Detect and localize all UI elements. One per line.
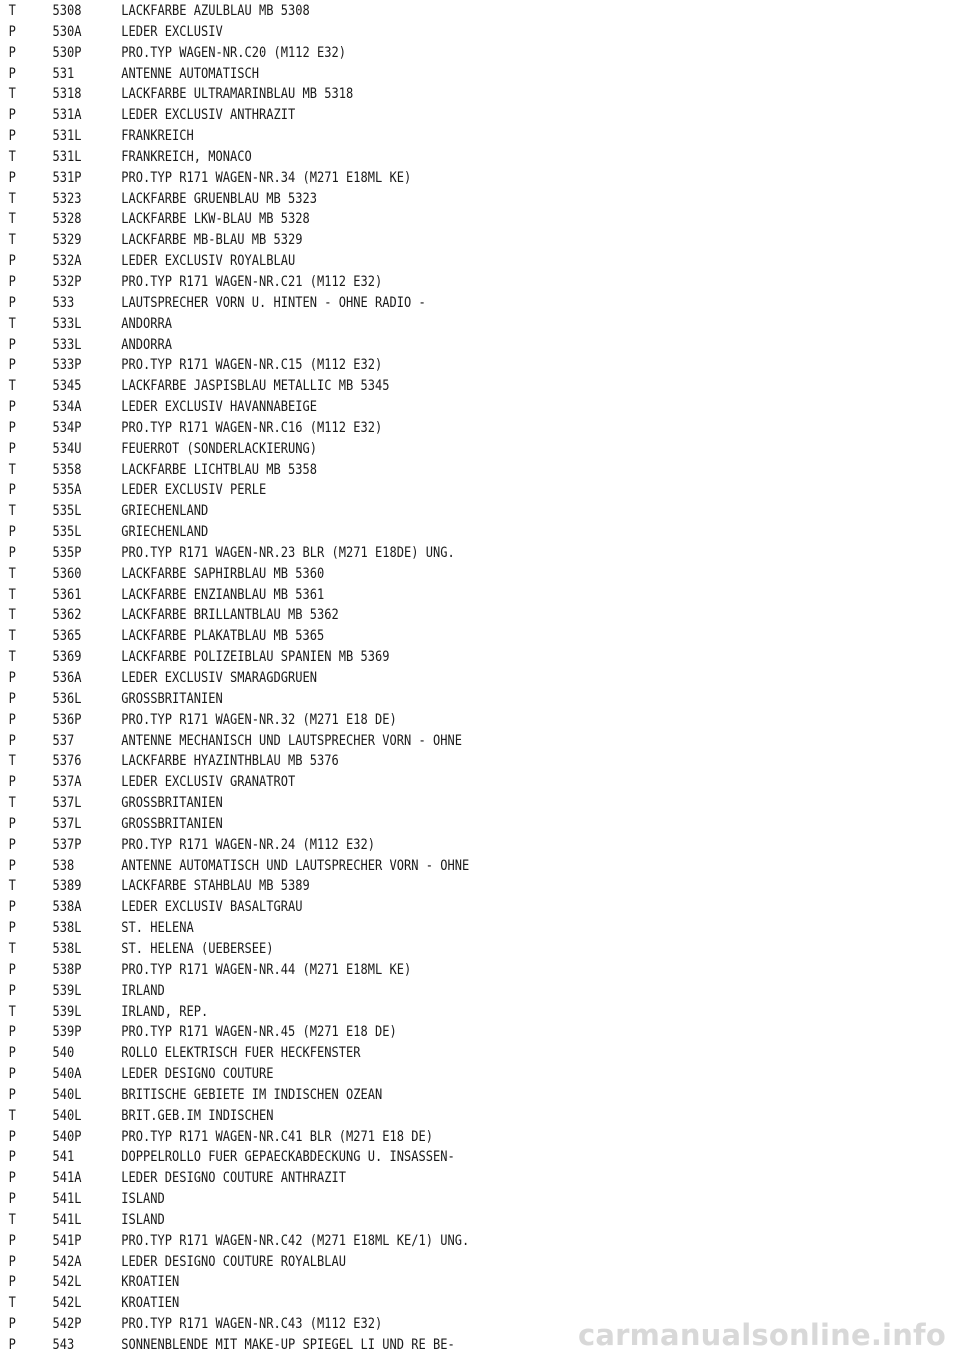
row-type-letter: T: [8, 86, 16, 103]
option-code: 536P: [52, 711, 82, 728]
listing-row: [0, 1272, 826, 1293]
listing-row: [0, 647, 826, 668]
listing-row: [0, 376, 826, 397]
option-description: ISLAND: [121, 1191, 165, 1208]
option-code: 541: [52, 1149, 75, 1166]
listing-row: [0, 293, 826, 314]
listing-row: [0, 522, 826, 543]
option-code: 5318: [52, 86, 82, 103]
listing-row: [0, 43, 826, 64]
row-type-letter: P: [8, 961, 16, 978]
option-code: 541A: [52, 1170, 82, 1187]
option-description: ANTENNE AUTOMATISCH: [121, 65, 259, 82]
listing-row: [0, 1189, 826, 1210]
listing-row: [0, 710, 826, 731]
option-code: 535P: [52, 544, 82, 561]
listing-row: [0, 1293, 826, 1314]
option-code: 533P: [52, 357, 82, 374]
row-type-letter: P: [8, 294, 16, 311]
row-type-letter: P: [8, 65, 16, 82]
row-type-letter: P: [8, 524, 16, 541]
listing-row: [0, 1022, 826, 1043]
row-type-letter: P: [8, 857, 16, 874]
listing-row: [0, 793, 826, 814]
listing-row: [0, 564, 826, 585]
listing-row: [0, 585, 826, 606]
option-code: 539L: [52, 982, 82, 999]
row-type-letter: T: [8, 940, 16, 957]
listing-row: [0, 1252, 826, 1273]
option-code: 541L: [52, 1191, 82, 1208]
listing-row: [0, 1210, 826, 1231]
row-type-letter: P: [8, 670, 16, 686]
option-description: ANTENNE MECHANISCH UND LAUTSPRECHER VORN - OHNE: [121, 732, 462, 749]
row-type-letter: T: [8, 503, 16, 520]
row-type-letter: T: [8, 878, 16, 895]
option-code: 542P: [52, 1316, 82, 1333]
option-description: IRLAND, REP.: [121, 1003, 209, 1020]
listing-row: [0, 501, 826, 522]
option-description: LEDER EXCLUSIV HAVANNABEIGE: [121, 399, 317, 416]
option-code: 5362: [52, 607, 82, 624]
option-code: 538L: [52, 940, 82, 957]
row-type-letter: P: [8, 1170, 16, 1187]
listing-row: [0, 731, 826, 752]
row-type-letter: P: [8, 1274, 16, 1291]
listing-row: [0, 22, 826, 43]
option-code: 530P: [52, 44, 82, 61]
option-description: LEDER EXCLUSIV ROYALBLAU: [121, 253, 296, 270]
listing-row: [0, 751, 826, 772]
listing-row: [0, 1168, 826, 1189]
row-type-letter: P: [8, 440, 16, 457]
option-description: PRO.TYP R171 WAGEN-NR.32 (M271 E18 DE): [121, 711, 397, 728]
option-description: GRIECHENLAND: [121, 503, 209, 520]
listing-row: [0, 105, 826, 126]
option-description: GROSSBRITANIEN: [121, 795, 223, 812]
row-type-letter: T: [8, 1107, 16, 1124]
option-code: 531A: [52, 107, 82, 124]
listing-row: [0, 84, 826, 105]
listing-row: [0, 543, 826, 564]
option-code: 5369: [52, 649, 82, 666]
row-type-letter: T: [8, 1295, 16, 1312]
option-description: ANDORRA: [121, 315, 173, 332]
option-code: 5358: [52, 461, 82, 478]
option-description: PRO.TYP WAGEN-NR.C20 (M112 E32): [121, 44, 346, 61]
row-type-letter: T: [8, 1003, 16, 1020]
row-type-letter: P: [8, 836, 16, 853]
row-type-letter: P: [8, 1337, 16, 1353]
option-description: KROATIEN: [121, 1274, 180, 1291]
listing-row: [0, 939, 826, 960]
row-type-letter: P: [8, 815, 16, 832]
option-description: LACKFARBE MB-BLAU MB 5329: [121, 232, 303, 249]
option-description: PRO.TYP R171 WAGEN-NR.C16 (M112 E32): [121, 419, 383, 436]
row-type-letter: T: [8, 211, 16, 228]
code-listing: [0, 1, 960, 1356]
option-description: KROATIEN: [121, 1295, 180, 1312]
option-description: LACKFARBE HYAZINTHBLAU MB 5376: [121, 753, 339, 770]
row-type-letter: P: [8, 169, 16, 186]
listing-row: [0, 772, 826, 793]
option-description: LEDER EXCLUSIV ANTHRAZIT: [121, 107, 296, 124]
option-description: PRO.TYP R171 WAGEN-NR.34 (M271 E18ML KE): [121, 169, 412, 186]
option-description: ANDORRA: [121, 336, 173, 353]
row-type-letter: T: [8, 607, 16, 624]
option-code: 540L: [52, 1107, 82, 1124]
option-description: ANTENNE AUTOMATISCH UND LAUTSPRECHER VORN - OHNE: [121, 857, 470, 874]
option-description: PRO.TYP R171 WAGEN-NR.44 (M271 E18ML KE): [121, 961, 412, 978]
option-code: 541L: [52, 1211, 82, 1228]
option-code: 540: [52, 1045, 75, 1062]
listing-row: [0, 689, 826, 710]
listing-row: [0, 480, 826, 501]
row-type-letter: P: [8, 399, 16, 416]
listing-row: [0, 626, 826, 647]
option-code: 538A: [52, 899, 82, 916]
row-type-letter: T: [8, 232, 16, 249]
option-description: LACKFARBE JASPISBLAU METALLIC MB 5345: [121, 378, 390, 395]
listing-row: [0, 64, 826, 85]
option-description: LACKFARBE LICHTBLAU MB 5358: [121, 461, 317, 478]
option-code: 535A: [52, 482, 82, 499]
option-description: LACKFARBE GRUENBLAU MB 5323: [121, 190, 317, 207]
option-code: 5389: [52, 878, 82, 895]
option-description: LEDER DESIGNO COUTURE: [121, 1066, 274, 1083]
listing-row: [0, 209, 826, 230]
option-description: LACKFARBE BRILLANTBLAU MB 5362: [121, 607, 339, 624]
listing-row: [0, 897, 826, 918]
row-type-letter: T: [8, 753, 16, 770]
option-code: 532A: [52, 253, 82, 270]
listing-row: [0, 1, 826, 22]
option-description: LEDER EXCLUSIV SMARAGDGRUEN: [121, 670, 317, 686]
option-code: 536A: [52, 670, 82, 686]
option-description: BRITISCHE GEBIETE IM INDISCHEN OZEAN: [121, 1086, 383, 1103]
row-type-letter: T: [8, 148, 16, 165]
row-type-letter: P: [8, 253, 16, 270]
option-code: 5323: [52, 190, 82, 207]
row-type-letter: T: [8, 1211, 16, 1228]
listing-row: [0, 251, 826, 272]
option-code: 534A: [52, 399, 82, 416]
option-description: FRANKREICH: [121, 128, 194, 145]
option-code: 537: [52, 732, 75, 749]
option-code: 534P: [52, 419, 82, 436]
row-type-letter: T: [8, 315, 16, 332]
listing-row: [0, 835, 826, 856]
option-description: ST. HELENA: [121, 920, 194, 937]
listing-row: [0, 418, 826, 439]
option-code: 531: [52, 65, 75, 82]
option-code: 532P: [52, 273, 82, 290]
option-code: 539L: [52, 1003, 82, 1020]
row-type-letter: P: [8, 690, 16, 707]
listing-row: [0, 1231, 826, 1252]
listing-row: [0, 605, 826, 626]
option-code: 538P: [52, 961, 82, 978]
option-description: ROLLO ELEKTRISCH FUER HECKFENSTER: [121, 1045, 361, 1062]
option-code: 537L: [52, 815, 82, 832]
row-type-letter: P: [8, 44, 16, 61]
option-description: IRLAND: [121, 982, 165, 999]
option-description: BRIT.GEB.IM INDISCHEN: [121, 1107, 274, 1124]
listing-row: [0, 1127, 826, 1148]
listing-row: [0, 876, 826, 897]
listing-row: [0, 960, 826, 981]
listing-row: [0, 147, 826, 168]
listing-row: [0, 397, 826, 418]
option-code: 5329: [52, 232, 82, 249]
row-type-letter: P: [8, 732, 16, 749]
option-description: LACKFARBE STAHBLAU MB 5389: [121, 878, 310, 895]
listing-row: [0, 1064, 826, 1085]
listing-row: [0, 460, 826, 481]
option-description: ISLAND: [121, 1211, 165, 1228]
option-description: PRO.TYP R171 WAGEN-NR.23 BLR (M271 E18DE) UNG.: [121, 544, 455, 561]
row-type-letter: P: [8, 1045, 16, 1062]
row-type-letter: P: [8, 1149, 16, 1166]
option-description: FRANKREICH, MONACO: [121, 148, 252, 165]
option-code: 5376: [52, 753, 82, 770]
option-code: 5365: [52, 628, 82, 645]
option-code: 538L: [52, 920, 82, 937]
row-type-letter: T: [8, 795, 16, 812]
row-type-letter: T: [8, 190, 16, 207]
listing-row: [0, 1106, 826, 1127]
row-type-letter: P: [8, 899, 16, 916]
option-code: 540L: [52, 1086, 82, 1103]
listing-row: [0, 272, 826, 293]
option-description: FEUERROT (SONDERLACKIERUNG): [121, 440, 317, 457]
row-type-letter: P: [8, 336, 16, 353]
option-code: 530A: [52, 23, 82, 40]
row-type-letter: T: [8, 586, 16, 603]
option-description: PRO.TYP R171 WAGEN-NR.45 (M271 E18 DE): [121, 1024, 397, 1041]
listing-row: [0, 1147, 826, 1168]
option-code: 535L: [52, 524, 82, 541]
option-code: 533L: [52, 315, 82, 332]
row-type-letter: P: [8, 128, 16, 145]
option-code: 540A: [52, 1066, 82, 1083]
option-description: PRO.TYP R171 WAGEN-NR.C41 BLR (M271 E18 DE): [121, 1128, 433, 1145]
row-type-letter: P: [8, 982, 16, 999]
option-description: GROSSBRITANIEN: [121, 690, 223, 707]
option-description: PRO.TYP R171 WAGEN-NR.24 (M112 E32): [121, 836, 375, 853]
option-description: SONNENBLENDE MIT MAKE-UP SPIEGEL LI UND RE BE-: [121, 1337, 455, 1353]
listing-row: [0, 856, 826, 877]
option-description: DOPPELROLLO FUER GEPAECKABDECKUNG U. INSASSEN-: [121, 1149, 455, 1166]
option-description: LEDER DESIGNO COUTURE ROYALBLAU: [121, 1253, 346, 1270]
option-code: 540P: [52, 1128, 82, 1145]
option-description: LACKFARBE LKW-BLAU MB 5328: [121, 211, 310, 228]
row-type-letter: P: [8, 1066, 16, 1083]
option-code: 542L: [52, 1274, 82, 1291]
row-type-letter: P: [8, 1191, 16, 1208]
row-type-letter: P: [8, 1253, 16, 1270]
option-code: 543: [52, 1337, 75, 1353]
option-code: 531L: [52, 128, 82, 145]
option-code: 5328: [52, 211, 82, 228]
listing-row: [0, 1043, 826, 1064]
listing-row: [0, 355, 826, 376]
option-description: LACKFARBE ENZIANBLAU MB 5361: [121, 586, 325, 603]
listing-row: [0, 126, 826, 147]
listing-row: [0, 918, 826, 939]
row-type-letter: P: [8, 1024, 16, 1041]
listing-row: [0, 189, 826, 210]
option-code: 536L: [52, 690, 82, 707]
option-description: GRIECHENLAND: [121, 524, 209, 541]
row-type-letter: T: [8, 3, 16, 19]
listing-row: [0, 335, 826, 356]
option-description: PRO.TYP R171 WAGEN-NR.C15 (M112 E32): [121, 357, 383, 374]
row-type-letter: P: [8, 107, 16, 124]
option-description: LACKFARBE AZULBLAU MB 5308: [121, 3, 310, 19]
option-code: 531L: [52, 148, 82, 165]
option-code: 542A: [52, 1253, 82, 1270]
row-type-letter: T: [8, 461, 16, 478]
option-code: 5361: [52, 586, 82, 603]
row-type-letter: P: [8, 920, 16, 937]
row-type-letter: P: [8, 23, 16, 40]
listing-row: [0, 668, 826, 689]
listing-row: [0, 1002, 826, 1023]
option-description: ST. HELENA (UEBERSEE): [121, 940, 274, 957]
option-code: 535L: [52, 503, 82, 520]
row-type-letter: P: [8, 711, 16, 728]
option-description: LEDER EXCLUSIV GRANATROT: [121, 774, 296, 791]
option-code: 539P: [52, 1024, 82, 1041]
listing-row: [0, 314, 826, 335]
row-type-letter: P: [8, 544, 16, 561]
option-description: LEDER EXCLUSIV PERLE: [121, 482, 267, 499]
row-type-letter: T: [8, 628, 16, 645]
option-code: 537P: [52, 836, 82, 853]
option-description: PRO.TYP R171 WAGEN-NR.C42 (M271 E18ML KE/1) UNG.: [121, 1232, 470, 1249]
option-description: LEDER EXCLUSIV BASALTGRAU: [121, 899, 303, 916]
option-code: 5360: [52, 565, 82, 582]
row-type-letter: P: [8, 482, 16, 499]
row-type-letter: P: [8, 1128, 16, 1145]
option-code: 537L: [52, 795, 82, 812]
option-description: GROSSBRITANIEN: [121, 815, 223, 832]
listing-row: [0, 1085, 826, 1106]
option-code: 538: [52, 857, 75, 874]
listing-row: [0, 230, 826, 251]
option-code: 533L: [52, 336, 82, 353]
listing-row: [0, 981, 826, 1002]
option-code: 537A: [52, 774, 82, 791]
row-type-letter: P: [8, 1086, 16, 1103]
option-code: 531P: [52, 169, 82, 186]
row-type-letter: P: [8, 1316, 16, 1333]
listing-row: [0, 814, 826, 835]
row-type-letter: T: [8, 378, 16, 395]
option-code: 541P: [52, 1232, 82, 1249]
option-description: LEDER DESIGNO COUTURE ANTHRAZIT: [121, 1170, 346, 1187]
row-type-letter: P: [8, 273, 16, 290]
option-code: 533: [52, 294, 75, 311]
option-description: PRO.TYP R171 WAGEN-NR.C43 (M112 E32): [121, 1316, 383, 1333]
listing-row: [0, 168, 826, 189]
listing-row: [0, 439, 826, 460]
watermark-logo: carmanualsonline.info: [577, 1318, 946, 1352]
option-description: LACKFARBE SAPHIRBLAU MB 5360: [121, 565, 325, 582]
option-code: 5308: [52, 3, 82, 19]
option-description: LACKFARBE ULTRAMARINBLAU MB 5318: [121, 86, 354, 103]
option-description: LAUTSPRECHER VORN U. HINTEN - OHNE RADIO -: [121, 294, 426, 311]
row-type-letter: P: [8, 419, 16, 436]
row-type-letter: P: [8, 1232, 16, 1249]
option-code: 5345: [52, 378, 82, 395]
row-type-letter: P: [8, 774, 16, 791]
option-description: LEDER EXCLUSIV: [121, 23, 223, 40]
option-code: 534U: [52, 440, 82, 457]
row-type-letter: T: [8, 649, 16, 666]
option-description: LACKFARBE POLIZEIBLAU SPANIEN MB 5369: [121, 649, 390, 666]
row-type-letter: P: [8, 357, 16, 374]
row-type-letter: T: [8, 565, 16, 582]
option-description: LACKFARBE PLAKATBLAU MB 5365: [121, 628, 325, 645]
option-code: 542L: [52, 1295, 82, 1312]
option-description: PRO.TYP R171 WAGEN-NR.C21 (M112 E32): [121, 273, 383, 290]
